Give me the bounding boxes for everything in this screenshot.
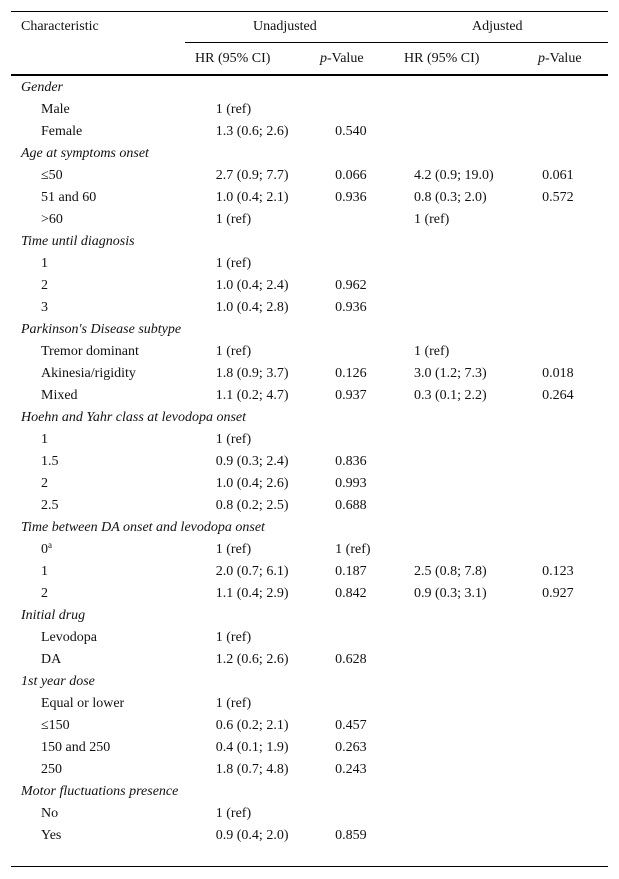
- row-label: Yes: [41, 828, 62, 843]
- hr-unadjusted-cell: 1 (ref): [215, 542, 252, 557]
- p-adjusted-cell: [542, 737, 608, 759]
- hr-unadjusted-cell: 1.3 (0.6; 2.6): [215, 124, 289, 139]
- table-row: [11, 275, 608, 297]
- hr-adjusted-cell: [414, 495, 542, 517]
- p-unadjusted-cell: [335, 253, 414, 275]
- hr-adjusted-cell: [414, 825, 542, 847]
- hr-unadjusted-cell: 0.9 (0.3; 2.4): [215, 454, 289, 469]
- header-p-italic: p: [320, 51, 327, 66]
- p-unadjusted-cell: 0.688: [335, 498, 367, 513]
- p-unadjusted-cell: 0.936: [335, 190, 367, 205]
- hr-unadjusted-cell: 2.7 (0.9; 7.7): [215, 168, 289, 183]
- header-p-unadjusted: [320, 50, 364, 68]
- table-row: [11, 649, 608, 671]
- row-label: 250: [41, 762, 62, 777]
- row-label: 1: [41, 564, 48, 579]
- p-adjusted-cell: [542, 803, 608, 825]
- p-adjusted-cell: [542, 253, 608, 275]
- hr-adjusted-cell: 4.2 (0.9; 19.0): [413, 168, 494, 183]
- p-unadjusted-cell: 0.457: [335, 718, 367, 733]
- table-body: [11, 77, 608, 847]
- table-bottom-rule: [11, 866, 608, 867]
- hr-adjusted-cell: [414, 451, 542, 473]
- table-row: [11, 495, 608, 517]
- row-label: ≤50: [41, 168, 63, 183]
- p-unadjusted-cell: [335, 341, 414, 363]
- p-unadjusted-cell: 0.243: [335, 762, 367, 777]
- p-adjusted-cell: [542, 627, 608, 649]
- hr-unadjusted-cell: 1.1 (0.2; 4.7): [215, 388, 289, 403]
- p-adjusted-cell: 0.264: [542, 388, 574, 403]
- group-row: [11, 605, 608, 627]
- hr-adjusted-cell: [414, 759, 542, 781]
- p-adjusted-cell: [542, 275, 608, 297]
- table-row: [11, 627, 608, 649]
- hr-unadjusted-cell: 1 (ref): [215, 256, 252, 271]
- p-unadjusted-cell: 0.937: [335, 388, 367, 403]
- p-adjusted-cell: [542, 451, 608, 473]
- hr-adjusted-cell: [414, 473, 542, 495]
- p-adjusted-cell: 0.572: [542, 190, 574, 205]
- table-row: [11, 363, 608, 385]
- table-row: [11, 583, 608, 605]
- hr-unadjusted-cell: 0.9 (0.4; 2.0): [215, 828, 289, 843]
- hr-unadjusted-cell: 1.0 (0.4; 2.1): [215, 190, 289, 205]
- row-label: 3: [41, 300, 48, 315]
- group-row: [11, 671, 608, 693]
- row-label: 1.5: [41, 454, 59, 469]
- p-unadjusted-cell: 0.628: [335, 652, 367, 667]
- hr-unadjusted-cell: 1 (ref): [215, 344, 252, 359]
- group-label: Time between DA onset and levodopa onset: [21, 520, 265, 535]
- p-adjusted-cell: [542, 715, 608, 737]
- group-row: [11, 143, 608, 165]
- group-row: [11, 407, 608, 429]
- p-unadjusted-cell: 0.936: [335, 300, 367, 315]
- header-characteristic: Characteristic: [21, 19, 99, 34]
- p-adjusted-cell: [542, 297, 608, 319]
- row-label: 2: [41, 586, 48, 601]
- row-label: Akinesia/rigidity: [41, 366, 136, 381]
- hr-unadjusted-cell: 1.2 (0.6; 2.6): [215, 652, 289, 667]
- p-adjusted-cell: [542, 825, 608, 847]
- hr-adjusted-cell: [414, 715, 542, 737]
- row-label: Female: [41, 124, 83, 139]
- table-row: [11, 825, 608, 847]
- p-unadjusted-cell: 1 (ref): [335, 542, 371, 557]
- header-adjusted: Adjusted: [472, 19, 523, 34]
- header-span-rule: [185, 42, 608, 43]
- table-row: [11, 693, 608, 715]
- hr-adjusted-cell: 1 (ref): [413, 344, 450, 359]
- row-label: Mixed: [41, 388, 78, 403]
- p-adjusted-cell: 0.927: [542, 586, 574, 601]
- row-label: No: [41, 806, 59, 821]
- row-label: Levodopa: [41, 630, 97, 645]
- p-unadjusted-cell: 0.187: [335, 564, 367, 579]
- p-unadjusted-cell: [335, 693, 414, 715]
- hr-adjusted-cell: 0.3 (0.1; 2.2): [413, 388, 487, 403]
- hr-unadjusted-cell: 1 (ref): [215, 806, 252, 821]
- hr-adjusted-cell: 1 (ref): [413, 212, 450, 227]
- hr-adjusted-cell: [414, 429, 542, 451]
- p-adjusted-cell: [542, 99, 608, 121]
- row-label: >60: [41, 212, 63, 227]
- row-label: 51 and 60: [41, 190, 97, 205]
- header-p-italic: p: [538, 51, 545, 66]
- p-adjusted-cell: [542, 649, 608, 671]
- hr-unadjusted-cell: 1 (ref): [215, 212, 252, 227]
- hr-unadjusted-cell: 0.8 (0.2; 2.5): [215, 498, 289, 513]
- p-unadjusted-cell: [335, 627, 414, 649]
- table-row: [11, 539, 608, 561]
- group-label: Initial drug: [21, 608, 86, 623]
- p-adjusted-cell: 0.018: [542, 366, 574, 381]
- table-row: [11, 297, 608, 319]
- row-label-text: 0: [41, 542, 48, 557]
- table-row: [11, 253, 608, 275]
- table-row: [11, 759, 608, 781]
- group-row: [11, 319, 608, 341]
- p-unadjusted-cell: [335, 99, 414, 121]
- table-row: [11, 121, 608, 143]
- p-unadjusted-cell: 0.263: [335, 740, 367, 755]
- table-row: [11, 561, 608, 583]
- group-label: Time until diagnosis: [21, 234, 135, 249]
- hr-adjusted-cell: 2.5 (0.8; 7.8): [413, 564, 487, 579]
- row-label: Male: [41, 102, 70, 117]
- p-unadjusted-cell: 0.993: [335, 476, 367, 491]
- hr-adjusted-cell: [414, 737, 542, 759]
- group-label: Age at symptoms onset: [21, 146, 149, 161]
- p-adjusted-cell: [542, 429, 608, 451]
- group-label: Hoehn and Yahr class at levodopa onset: [21, 410, 247, 425]
- table-row: [11, 451, 608, 473]
- p-unadjusted-cell: 0.962: [335, 278, 367, 293]
- p-unadjusted-cell: 0.842: [335, 586, 367, 601]
- p-unadjusted-cell: 0.066: [335, 168, 367, 183]
- group-label: 1st year dose: [21, 674, 95, 689]
- p-adjusted-cell: [542, 209, 608, 231]
- hr-adjusted-cell: [414, 627, 542, 649]
- header-p-rest: -Value: [545, 51, 582, 66]
- row-label: Equal or lower: [41, 696, 125, 711]
- table-row: [11, 99, 608, 121]
- hr-unadjusted-cell: 2.0 (0.7; 6.1): [215, 564, 289, 579]
- p-adjusted-cell: [542, 495, 608, 517]
- row-label: 150 and 250: [41, 740, 111, 755]
- hr-unadjusted-cell: 1 (ref): [215, 102, 252, 117]
- row-label: 2: [41, 278, 48, 293]
- table-top-rule: [11, 11, 608, 12]
- p-unadjusted-cell: [335, 803, 414, 825]
- group-row: [11, 231, 608, 253]
- p-unadjusted-cell: [335, 429, 414, 451]
- hr-adjusted-cell: [414, 99, 542, 121]
- hr-unadjusted-cell: 1.1 (0.4; 2.9): [215, 586, 289, 601]
- group-row: [11, 77, 608, 99]
- hr-adjusted-cell: [414, 297, 542, 319]
- hr-adjusted-cell: 3.0 (1.2; 7.3): [413, 366, 487, 381]
- group-row: [11, 781, 608, 803]
- hr-unadjusted-cell: 1 (ref): [215, 696, 252, 711]
- hr-unadjusted-cell: 1.0 (0.4; 2.6): [215, 476, 289, 491]
- p-adjusted-cell: [542, 473, 608, 495]
- footnote-marker: a: [48, 540, 52, 550]
- row-label: ≤150: [41, 718, 70, 733]
- hr-adjusted-cell: 0.8 (0.3; 2.0): [413, 190, 487, 205]
- table-row: [11, 165, 608, 187]
- hr-adjusted-cell: 0.9 (0.3; 3.1): [413, 586, 487, 601]
- table-row: [11, 803, 608, 825]
- p-unadjusted-cell: 0.540: [335, 124, 367, 139]
- hr-unadjusted-cell: 0.6 (0.2; 2.1): [215, 718, 289, 733]
- row-label: DA: [41, 652, 62, 667]
- p-adjusted-cell: [542, 693, 608, 715]
- header-p-adjusted: [538, 50, 582, 68]
- hr-adjusted-cell: [414, 121, 542, 143]
- table-row: [11, 473, 608, 495]
- p-adjusted-cell: [542, 759, 608, 781]
- table-row: [11, 715, 608, 737]
- hr-adjusted-cell: [414, 539, 542, 561]
- hr-unadjusted-cell: 0.4 (0.1; 1.9): [215, 740, 289, 755]
- header-hr-unadjusted: HR (95% CI): [195, 51, 271, 66]
- row-label: 2.5: [41, 498, 59, 513]
- p-adjusted-cell: 0.061: [542, 168, 574, 183]
- hr-unadjusted-cell: 1.0 (0.4; 2.4): [215, 278, 289, 293]
- table-row: [11, 737, 608, 759]
- group-label: Parkinson's Disease subtype: [21, 322, 182, 337]
- hr-unadjusted-cell: 1.8 (0.9; 3.7): [215, 366, 289, 381]
- p-adjusted-cell: 0.123: [542, 564, 574, 579]
- table-row: [11, 385, 608, 407]
- row-label: 2: [41, 476, 48, 491]
- p-unadjusted-cell: 0.859: [335, 828, 367, 843]
- hr-adjusted-cell: [414, 693, 542, 715]
- header-unadjusted: Unadjusted: [253, 19, 317, 34]
- header-hr-adjusted: HR (95% CI): [404, 51, 480, 66]
- p-adjusted-cell: [542, 341, 608, 363]
- p-adjusted-cell: [542, 539, 608, 561]
- table-row: [11, 341, 608, 363]
- hr-unadjusted-cell: 1.8 (0.7; 4.8): [215, 762, 289, 777]
- p-unadjusted-cell: 0.836: [335, 454, 367, 469]
- header-p-rest: -Value: [327, 51, 364, 66]
- hr-adjusted-cell: [414, 253, 542, 275]
- table-row: [11, 187, 608, 209]
- p-unadjusted-cell: 0.126: [335, 366, 367, 381]
- row-label: [11, 539, 216, 561]
- table-row: [11, 209, 608, 231]
- hr-unadjusted-cell: 1 (ref): [215, 432, 252, 447]
- hr-adjusted-cell: [414, 803, 542, 825]
- p-unadjusted-cell: [335, 209, 414, 231]
- hr-adjusted-cell: [414, 649, 542, 671]
- header-bottom-rule: [11, 74, 608, 76]
- group-row: [11, 517, 608, 539]
- row-label: 1: [41, 432, 48, 447]
- table-row: [11, 429, 608, 451]
- p-adjusted-cell: [542, 121, 608, 143]
- group-label: Gender: [21, 80, 63, 95]
- row-label: 1: [41, 256, 48, 271]
- hr-unadjusted-cell: 1.0 (0.4; 2.8): [215, 300, 289, 315]
- hr-unadjusted-cell: 1 (ref): [215, 630, 252, 645]
- row-label: Tremor dominant: [41, 344, 139, 359]
- group-label: Motor fluctuations presence: [21, 784, 179, 799]
- hr-adjusted-cell: [414, 275, 542, 297]
